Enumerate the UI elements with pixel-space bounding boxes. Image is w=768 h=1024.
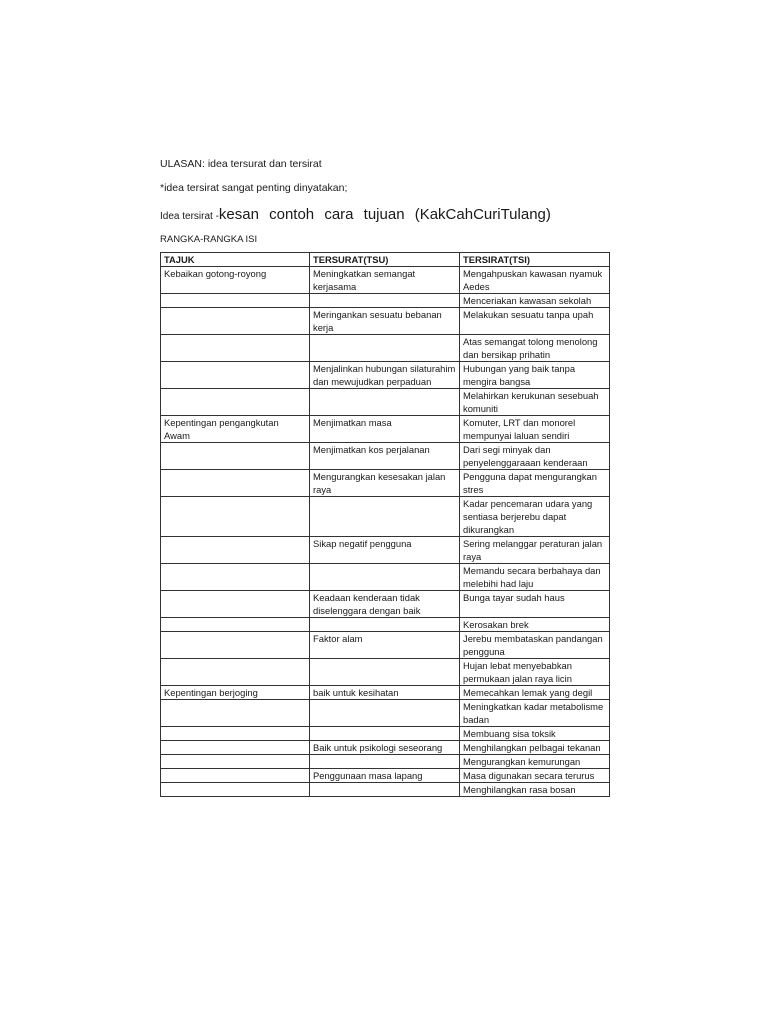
- note: *idea tersirat sangat penting dinyatakan;: [160, 182, 348, 194]
- tajuk-cell: [161, 564, 310, 591]
- tajuk-cell: [161, 308, 310, 335]
- tersirat-cell: Memecahkan lemak yang degil: [460, 686, 610, 700]
- table-row: [161, 741, 610, 755]
- tersurat-cell: Baik untuk psikologi seseorang: [310, 741, 460, 755]
- table-row: [161, 755, 610, 769]
- tajuk-cell: [161, 389, 310, 416]
- tajuk-cell: Kebaikan gotong-royong: [161, 267, 310, 294]
- tersirat-cell: Mengahpuskan kawasan nyamuk Aedes: [460, 267, 610, 294]
- idea-line: [160, 206, 551, 223]
- tajuk-cell: [161, 443, 310, 470]
- tajuk-cell: [161, 769, 310, 783]
- tersurat-cell: Penggunaan masa lapang: [310, 769, 460, 783]
- table-row: [161, 783, 610, 797]
- table-row: [161, 727, 610, 741]
- tersirat-cell: Jerebu membataskan pandangan pengguna: [460, 632, 610, 659]
- tajuk-cell: [161, 362, 310, 389]
- tersurat-cell: [310, 389, 460, 416]
- tersurat-cell: [310, 335, 460, 362]
- tersirat-cell: Menghilangkan rasa bosan: [460, 783, 610, 797]
- tajuk-cell: [161, 659, 310, 686]
- table-row: [161, 335, 610, 362]
- tersirat-cell: Dari segi minyak dan penyelenggaraaan kenderaan: [460, 443, 610, 470]
- table-row: [161, 564, 610, 591]
- table-row: [161, 416, 610, 443]
- tersurat-cell: [310, 755, 460, 769]
- tersurat-cell: Menjalinkan hubungan silaturahim dan mewujudkan perpaduan: [310, 362, 460, 389]
- tersirat-cell: Hujan lebat menyebabkan permukaan jalan raya licin: [460, 659, 610, 686]
- table-row: [161, 769, 610, 783]
- tersurat-cell: Meringankan sesuatu bebanan kerja: [310, 308, 460, 335]
- tersirat-cell: Kerosakan brek: [460, 618, 610, 632]
- outline-table: [160, 252, 610, 797]
- tersirat-cell: Menghilangkan pelbagai tekanan: [460, 741, 610, 755]
- tersurat-cell: [310, 727, 460, 741]
- table-row: [161, 686, 610, 700]
- tajuk-cell: [161, 335, 310, 362]
- table-row: [161, 659, 610, 686]
- tersurat-cell: [310, 618, 460, 632]
- tersirat-cell: Bunga tayar sudah haus: [460, 591, 610, 618]
- tersurat-cell: [310, 564, 460, 591]
- section-title: RANGKA-RANGKA ISI: [160, 234, 258, 245]
- tersirat-cell: Masa digunakan secara terurus: [460, 769, 610, 783]
- tersurat-cell: [310, 700, 460, 727]
- table-row: [161, 537, 610, 564]
- tersurat-cell: [310, 497, 460, 537]
- table-row: [161, 267, 610, 294]
- table-row: [161, 497, 610, 537]
- table-row: [161, 308, 610, 335]
- table-header-row: [161, 253, 610, 267]
- heading: ULASAN: idea tersurat dan tersirat: [160, 158, 322, 170]
- table-row: [161, 700, 610, 727]
- tersurat-cell: Sikap negatif pengguna: [310, 537, 460, 564]
- tersirat-cell: Komuter, LRT dan monorel mempunyai laluan sendiri: [460, 416, 610, 443]
- tersirat-cell: Atas semangat tolong menolong dan bersikap prihatin: [460, 335, 610, 362]
- tersirat-cell: Melakukan sesuatu tanpa upah: [460, 308, 610, 335]
- table-header-cell: TERSIRAT(TSI): [460, 253, 610, 267]
- tersurat-cell: Menjimatkan masa: [310, 416, 460, 443]
- tersirat-cell: Sering melanggar peraturan jalan raya: [460, 537, 610, 564]
- tersurat-cell: Faktor alam: [310, 632, 460, 659]
- tersirat-cell: Hubungan yang baik tanpa mengira bangsa: [460, 362, 610, 389]
- tajuk-cell: [161, 700, 310, 727]
- tajuk-cell: [161, 591, 310, 618]
- tersurat-cell: [310, 783, 460, 797]
- tajuk-cell: [161, 537, 310, 564]
- tajuk-cell: Kepentingan pengangkutan Awam: [161, 416, 310, 443]
- tersurat-cell: Keadaan kenderaan tidak diselenggara dengan baik: [310, 591, 460, 618]
- tersirat-cell: Kadar pencemaran udara yang sentiasa berjerebu dapat dikurangkan: [460, 497, 610, 537]
- table-row: [161, 632, 610, 659]
- tajuk-cell: [161, 497, 310, 537]
- tajuk-cell: [161, 294, 310, 308]
- table-row: [161, 618, 610, 632]
- tersurat-cell: Mengurangkan kesesakan jalan raya: [310, 470, 460, 497]
- tajuk-cell: [161, 741, 310, 755]
- idea-keywords: kesan contoh cara tujuan (KakCahCuriTulang): [218, 206, 551, 223]
- tersurat-cell: [310, 294, 460, 308]
- tajuk-cell: Kepentingan berjoging: [161, 686, 310, 700]
- tersirat-cell: Meningkatkan kadar metabolisme badan: [460, 700, 610, 727]
- tajuk-cell: [161, 618, 310, 632]
- table-row: [161, 443, 610, 470]
- idea-prefix: Idea tersirat -: [160, 211, 219, 222]
- tersirat-cell: Menceriakan kawasan sekolah: [460, 294, 610, 308]
- table-row: [161, 470, 610, 497]
- tersurat-cell: [310, 659, 460, 686]
- tersirat-cell: Mengurangkan kemurungan: [460, 755, 610, 769]
- tajuk-cell: [161, 727, 310, 741]
- tersirat-cell: Melahirkan kerukunan sesebuah komuniti: [460, 389, 610, 416]
- tajuk-cell: [161, 783, 310, 797]
- tajuk-cell: [161, 470, 310, 497]
- tajuk-cell: [161, 632, 310, 659]
- table-header-cell: TERSURAT(TSU): [310, 253, 460, 267]
- tajuk-cell: [161, 755, 310, 769]
- tersurat-cell: Meningkatkan semangat kerjasama: [310, 267, 460, 294]
- tersurat-cell: Menjimatkan kos perjalanan: [310, 443, 460, 470]
- table-row: [161, 294, 610, 308]
- table-row: [161, 591, 610, 618]
- tersurat-cell: baik untuk kesihatan: [310, 686, 460, 700]
- table-row: [161, 389, 610, 416]
- tersirat-cell: Membuang sisa toksik: [460, 727, 610, 741]
- tersirat-cell: Memandu secara berbahaya dan melebihi had laju: [460, 564, 610, 591]
- table-header-cell: TAJUK: [161, 253, 310, 267]
- table-row: [161, 362, 610, 389]
- tersirat-cell: Pengguna dapat mengurangkan stres: [460, 470, 610, 497]
